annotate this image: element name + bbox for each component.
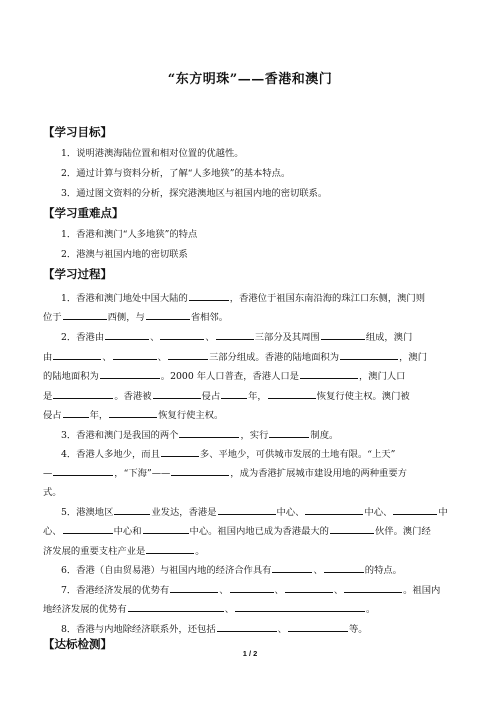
fill-blank[interactable] bbox=[268, 389, 316, 399]
fill-blank[interactable] bbox=[272, 563, 312, 573]
text: ，澳门 bbox=[399, 352, 428, 363]
fill-blank[interactable] bbox=[113, 350, 157, 360]
text: 。祖国内 bbox=[403, 585, 441, 596]
fill-blank[interactable] bbox=[340, 350, 398, 360]
text: 省相邻。 bbox=[190, 312, 229, 323]
fill-blank[interactable] bbox=[288, 622, 348, 632]
text: 是 bbox=[43, 391, 53, 402]
text: 的特点。 bbox=[364, 565, 402, 576]
text: 3．香港和澳门是我国的两个 bbox=[61, 430, 179, 441]
process-paragraph-2-line-3 bbox=[43, 369, 463, 383]
text: 6．香港（自由贸易港）与祖国内地的经济合作具有 bbox=[61, 565, 272, 576]
text: 位于 bbox=[43, 312, 62, 323]
text: 4．香港人多地少，而且 bbox=[61, 449, 160, 460]
section-heading-process: 【学习过程】 bbox=[43, 267, 112, 281]
fill-blank[interactable] bbox=[160, 330, 204, 340]
objective-item-2: 2．通过计算与资料分析，了解“人多地狭”的基本特点。 bbox=[61, 168, 291, 179]
text: 侵占 bbox=[43, 410, 62, 421]
process-paragraph-8 bbox=[61, 622, 481, 636]
text: 、 bbox=[205, 332, 215, 343]
section-heading-key-points: 【学习重难点】 bbox=[43, 206, 124, 220]
objective-item-1: 1．说明港澳海陆位置和相对位置的优越性。 bbox=[61, 148, 244, 159]
fill-blank[interactable] bbox=[146, 544, 194, 554]
section-heading-assessment: 【达标检测】 bbox=[43, 637, 112, 651]
fill-blank[interactable] bbox=[393, 505, 437, 515]
process-paragraph-2-line-2 bbox=[43, 350, 463, 364]
text: 、 bbox=[102, 352, 112, 363]
text: 业发达，香港是 bbox=[151, 507, 217, 518]
fill-blank[interactable] bbox=[269, 428, 309, 438]
process-paragraph-7-line-2 bbox=[43, 602, 463, 616]
text: 2．香港由 bbox=[61, 332, 105, 343]
section-heading-objectives: 【学习目标】 bbox=[43, 125, 112, 139]
fill-blank[interactable] bbox=[114, 505, 150, 515]
fill-blank[interactable] bbox=[217, 622, 277, 632]
fill-blank[interactable] bbox=[161, 447, 199, 457]
text: 7．香港经济发展的优势有 bbox=[61, 585, 170, 596]
fill-blank[interactable] bbox=[63, 310, 107, 320]
fill-blank[interactable] bbox=[63, 524, 113, 534]
fill-blank[interactable] bbox=[330, 524, 374, 534]
fill-blank[interactable] bbox=[146, 310, 190, 320]
fill-blank[interactable] bbox=[171, 466, 229, 476]
key-point-item-2: 2．港澳与祖国内地的密切联系 bbox=[61, 249, 188, 260]
fill-blank[interactable] bbox=[53, 466, 113, 476]
fill-blank[interactable] bbox=[105, 330, 149, 340]
text: 组成，澳门 bbox=[365, 332, 413, 343]
fill-blank[interactable] bbox=[321, 330, 365, 340]
page-title: “东方明珠”——香港和澳门 bbox=[167, 72, 333, 87]
text: 、 bbox=[313, 565, 323, 576]
process-paragraph-2-line-5 bbox=[43, 408, 463, 422]
process-paragraph-4-line-1 bbox=[61, 447, 481, 461]
text: 年， bbox=[89, 410, 109, 421]
fill-blank[interactable] bbox=[230, 583, 274, 593]
text: 、 bbox=[150, 332, 160, 343]
text: 、 bbox=[277, 624, 287, 635]
fill-blank[interactable] bbox=[235, 602, 365, 612]
fill-blank[interactable] bbox=[170, 583, 218, 593]
text: 多、平地少，可供城市发展的土地有限。“上天” bbox=[199, 449, 396, 460]
text: 年， bbox=[248, 391, 267, 402]
process-paragraph-5-line-3 bbox=[43, 544, 463, 558]
text: 、 bbox=[157, 352, 167, 363]
text: 1．香港和澳门地处中国大陆的 bbox=[61, 293, 188, 304]
text: 侵占 bbox=[201, 391, 221, 402]
process-paragraph-4-line-2 bbox=[43, 466, 463, 480]
key-point-item-1: 1．香港和澳门“人多地狭”的特点 bbox=[61, 229, 198, 240]
fill-blank[interactable] bbox=[218, 505, 276, 515]
process-paragraph-5-line-1 bbox=[61, 505, 481, 519]
text: 等。 bbox=[348, 624, 368, 635]
text: 济发展的重要支柱产业是 bbox=[43, 546, 146, 557]
text: 、 bbox=[224, 604, 234, 615]
text: 西侧，与 bbox=[107, 312, 145, 323]
fill-blank[interactable] bbox=[324, 563, 364, 573]
text: ，香港位于祖国东南沿海的珠江口东侧，澳门则 bbox=[229, 293, 426, 304]
text: ，实行 bbox=[240, 430, 269, 441]
fill-blank[interactable] bbox=[109, 408, 157, 418]
fill-blank[interactable] bbox=[53, 350, 101, 360]
text: 伙伴。澳门经 bbox=[374, 526, 431, 537]
fill-blank[interactable] bbox=[179, 428, 239, 438]
text: 5．港澳地区 bbox=[61, 507, 114, 518]
text: 三部分及其周围 bbox=[254, 332, 320, 343]
process-paragraph-2-line-4 bbox=[43, 389, 463, 403]
text: ，“下海”—— bbox=[114, 468, 171, 479]
fill-blank[interactable] bbox=[128, 602, 224, 612]
fill-blank[interactable] bbox=[221, 389, 247, 399]
objective-item-3: 3．通过图文资料的分析，探究港澳地区与祖国内地的密切联系。 bbox=[61, 188, 328, 199]
page-number: 1 / 2 bbox=[242, 649, 258, 658]
fill-blank[interactable] bbox=[100, 369, 160, 379]
process-paragraph-1-line-1 bbox=[61, 291, 481, 305]
text: 地经济发展的优势有 bbox=[43, 604, 127, 615]
fill-blank[interactable] bbox=[63, 408, 89, 418]
process-paragraph-2-line-1 bbox=[61, 330, 481, 344]
text: — bbox=[43, 468, 53, 479]
text: 恢复行使主权。 bbox=[158, 410, 224, 421]
fill-blank[interactable] bbox=[344, 583, 402, 593]
text: 中心、 bbox=[364, 507, 393, 518]
fill-blank[interactable] bbox=[53, 389, 113, 399]
text: 中心和 bbox=[113, 526, 142, 537]
text: 、 bbox=[219, 585, 229, 596]
text: 制度。 bbox=[310, 430, 339, 441]
text: 。 bbox=[366, 604, 376, 615]
fill-blank[interactable] bbox=[300, 369, 358, 379]
fill-blank[interactable] bbox=[216, 330, 254, 340]
text: 。 bbox=[195, 546, 205, 557]
fill-blank[interactable] bbox=[285, 583, 333, 593]
fill-blank[interactable] bbox=[305, 505, 363, 515]
text: 8．香港与内地除经济联系外，还包括 bbox=[61, 624, 216, 635]
text: 、 bbox=[274, 585, 284, 596]
text: 、 bbox=[333, 585, 344, 596]
text: 由 bbox=[43, 352, 53, 363]
fill-blank[interactable] bbox=[143, 524, 189, 534]
text: 心、 bbox=[43, 526, 62, 537]
process-paragraph-4-line-3: 式。 bbox=[43, 487, 62, 498]
text: 三部分组成。香港的陆地面积为 bbox=[208, 352, 340, 363]
text: 中 bbox=[438, 507, 448, 518]
text: 恢复行使主权。澳门被 bbox=[316, 391, 410, 402]
text: 的陆地面积为 bbox=[43, 371, 99, 382]
fill-blank[interactable] bbox=[153, 389, 201, 399]
text: 中心、 bbox=[276, 507, 305, 518]
text: ，成为香港扩展城市建设用地的两种重要方 bbox=[230, 468, 407, 479]
fill-blank[interactable] bbox=[168, 350, 208, 360]
text: 。香港被 bbox=[114, 391, 152, 402]
process-paragraph-6 bbox=[61, 563, 481, 577]
process-paragraph-7-line-1 bbox=[61, 583, 481, 597]
process-paragraph-3 bbox=[61, 428, 481, 442]
fill-blank[interactable] bbox=[189, 291, 229, 301]
text: 。2000 年人口普查，香港人口是 bbox=[160, 371, 299, 382]
text: ，澳门人口 bbox=[358, 371, 406, 382]
text: 中心。祖国内地已成为香港最大的 bbox=[189, 526, 329, 537]
process-paragraph-5-line-2 bbox=[43, 524, 463, 538]
process-paragraph-1-line-2 bbox=[43, 310, 463, 324]
